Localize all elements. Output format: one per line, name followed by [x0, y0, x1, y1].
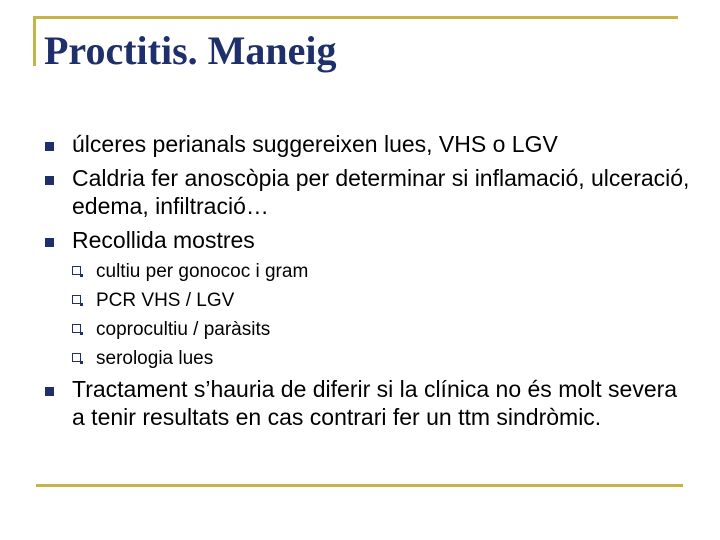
bullet-item: Tractament s’hauria de diferir si la clínica no és molt severa a tenir resultats en cas contrari fer un ttm sindròmic. [72, 376, 678, 430]
hollow-square-bullet-icon [72, 295, 81, 304]
hollow-square-bullet-icon [72, 266, 81, 275]
square-bullet-icon [45, 142, 54, 151]
sub-bullet-item: serologia lues [96, 348, 214, 369]
hollow-square-bullet-icon [72, 353, 81, 362]
square-bullet-icon [45, 176, 54, 185]
bullet-item: Recollida mostres [72, 227, 255, 253]
bottom-rule [36, 484, 683, 487]
sub-bullet-item: coprocultiu / paràsits [96, 319, 271, 340]
sub-bullet-item: PCR VHS / LGV [96, 290, 235, 311]
square-bullet-icon [45, 387, 54, 396]
hollow-square-bullet-icon [72, 324, 81, 333]
slide-title: Proctitis. Maneig [44, 28, 337, 73]
bullet-item: úlceres perianals suggereixen lues, VHS o LGV [72, 131, 558, 157]
bullet-item: Caldria fer anoscòpia per determinar si inflamació, ulceració, edema, infiltració… [72, 165, 690, 219]
sub-bullet-item: cultiu per gonococ i gram [96, 261, 309, 282]
square-bullet-icon [45, 238, 54, 247]
